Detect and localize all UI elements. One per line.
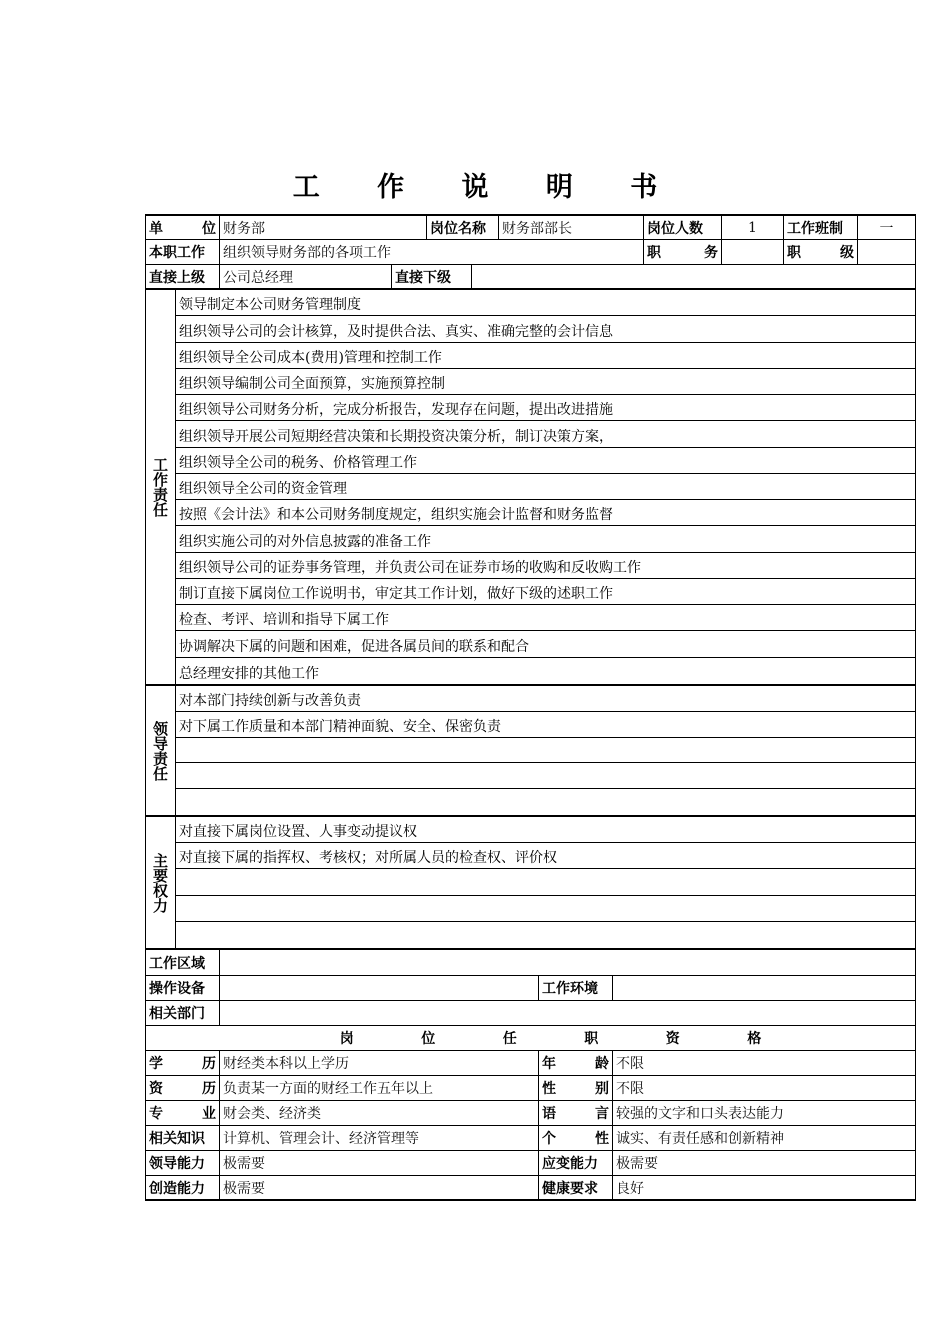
qualification-heading-char: 位	[421, 1031, 436, 1047]
qualification-right-label: 性 别	[539, 1076, 613, 1100]
equipment-row	[145, 976, 916, 1001]
qualification-left-label: 专 业	[146, 1101, 220, 1125]
qualification-left-label: 创造能力	[146, 1176, 220, 1199]
qualification-left-value: 财经类本科以上学历	[220, 1051, 539, 1075]
duty-line: 制订直接下属岗位工作说明书，审定其工作计划，做好下级的述职工作	[176, 579, 915, 605]
qualification-left-value: 负责某一方面的财经工作五年以上	[220, 1076, 539, 1100]
qualification-right-value: 诚实、有责任感和创新精神	[616, 1131, 784, 1147]
qualification-left-label: 领导能力	[146, 1151, 220, 1175]
qualification-right-label: 年 龄	[539, 1051, 613, 1075]
shift-value: 一	[879, 220, 894, 237]
position-label: 职 务	[644, 240, 722, 264]
authority-line: 对直接下属的指挥权、考核权；对所属人员的检查权、评价权	[176, 843, 915, 869]
duty-line: 组织领导公司财务分析，完成分析报告，发现存在问题，提出改进措施	[176, 395, 915, 421]
superior-label: 直接上级	[146, 265, 220, 288]
qualification-row	[145, 1076, 916, 1101]
main-work-value: 组织领导财务部的各项工作	[220, 240, 644, 264]
work-env-value	[613, 976, 915, 1000]
equipment-value	[220, 976, 539, 1000]
authority-line	[176, 869, 915, 895]
unit-value: 财务部	[220, 216, 427, 239]
qualification-row	[145, 1051, 916, 1076]
related-dept-label: 相关部门	[146, 1001, 220, 1025]
subordinate-label: 直接下级	[392, 265, 472, 288]
authority-line	[176, 896, 915, 922]
qualification-right-value: 极需要	[616, 1156, 658, 1172]
grade-value	[858, 240, 915, 264]
job-description-form	[145, 214, 916, 1201]
header-row-3	[145, 265, 916, 290]
qualification-heading-char: 资	[665, 1031, 680, 1047]
page-title: 工 作 说 明 书	[292, 172, 682, 203]
duty-line: 组织领导编制公司全面预算，实施预算控制	[176, 369, 915, 395]
superior-value: 公司总经理	[220, 265, 392, 288]
authority-line: 对直接下属岗位设置、人事变动提议权	[176, 817, 915, 843]
qualification-heading-char: 格	[747, 1031, 762, 1047]
qualification-right-label: 健康要求	[539, 1176, 613, 1199]
qualification-row	[145, 1126, 916, 1151]
qualification-row	[145, 1176, 916, 1201]
leadership-label: 领导责任	[146, 686, 176, 815]
qualification-right-value: 较强的文字和口头表达能力	[616, 1106, 784, 1122]
qualification-left-label: 相关知识	[146, 1126, 220, 1150]
header-row-2	[145, 240, 916, 265]
authority-label: 主要权力	[146, 817, 176, 948]
qualification-heading	[146, 1026, 915, 1050]
work-env-label: 工作环境	[539, 976, 613, 1000]
post-name-value: 财务部部长	[499, 216, 644, 239]
duties-label: 工作责任	[146, 290, 176, 684]
qualification-right-value: 良好	[616, 1180, 644, 1197]
unit-label: 单 位	[146, 216, 220, 239]
authority-list	[176, 817, 915, 948]
duty-line: 领导制定本公司财务管理制度	[176, 290, 915, 316]
position-value	[722, 240, 784, 264]
post-name-label: 岗位名称	[427, 216, 499, 239]
duties-list	[176, 290, 915, 684]
qualification-row	[145, 1101, 916, 1126]
authority-line	[176, 922, 915, 948]
qualification-row	[145, 1151, 916, 1176]
duty-line: 组织领导公司的证券事务管理，并负责公司在证券市场的收购和反收购工作	[176, 553, 915, 579]
qualification-left-label: 资 历	[146, 1076, 220, 1100]
qualification-heading-char: 任	[502, 1031, 517, 1047]
qualification-right-label: 语 言	[539, 1101, 613, 1125]
leadership-line	[176, 763, 915, 789]
leadership-line: 对下属工作质量和本部门精神面貌、安全、保密负责	[176, 712, 915, 738]
qualification-left-value: 计算机、管理会计、经济管理等	[220, 1126, 539, 1150]
subordinate-value	[472, 265, 915, 288]
qualification-left-label: 学 历	[146, 1051, 220, 1075]
shift-label: 工作班制	[784, 216, 858, 239]
qualification-right-label: 应变能力	[539, 1151, 613, 1175]
leadership-line: 对本部门持续创新与改善负责	[176, 686, 915, 712]
duty-line: 检查、考评、培训和指导下属工作	[176, 605, 915, 631]
duty-line: 组织领导开展公司短期经营决策和长期投资决策分析，制订决策方案，	[176, 421, 915, 447]
work-area-value	[220, 950, 915, 975]
leadership-line	[176, 738, 915, 764]
qualification-right-value: 不限	[616, 1081, 644, 1097]
grade-label: 职 级	[784, 240, 858, 264]
duty-line: 组织领导全公司的税务、价格管理工作	[176, 448, 915, 474]
work-area-label: 工作区域	[146, 950, 220, 975]
leadership-line	[176, 789, 915, 815]
duty-line: 按照《会计法》和本公司财务制度规定，组织实施会计监督和财务监督	[176, 500, 915, 526]
equipment-label: 操作设备	[146, 976, 220, 1000]
qualification-left-value: 财会类、经济类	[220, 1101, 539, 1125]
duty-line: 总经理安排的其他工作	[179, 665, 319, 682]
headcount-value: 1	[722, 216, 784, 239]
duty-line: 组织领导全公司成本(费用)管理和控制工作	[176, 343, 915, 369]
qualification-right-label: 个 性	[539, 1126, 613, 1150]
duty-line: 组织领导全公司的资金管理	[176, 474, 915, 500]
duty-line: 协调解决下属的问题和困难，促进各属员间的联系和配合	[176, 631, 915, 657]
qualification-left-value: 极需要	[220, 1176, 539, 1199]
qualification-rows	[145, 1051, 916, 1201]
duty-line: 组织实施公司的对外信息披露的准备工作	[176, 526, 915, 552]
work-area-row	[145, 950, 916, 976]
qualification-left-value: 极需要	[220, 1151, 539, 1175]
duties-section	[145, 290, 916, 686]
qualification-heading-row	[145, 1026, 916, 1051]
leadership-list	[176, 686, 915, 815]
authority-section	[145, 817, 916, 950]
main-work-label: 本职工作	[146, 240, 220, 264]
header-row-1	[145, 214, 916, 240]
duty-line: 组织领导公司的会计核算，及时提供合法、真实、准确完整的会计信息	[176, 316, 915, 342]
related-dept-value	[220, 1001, 915, 1025]
related-dept-row	[145, 1001, 916, 1026]
qualification-right-value: 不限	[616, 1056, 644, 1072]
qualification-heading-char: 职	[584, 1031, 599, 1047]
headcount-label: 岗位人数	[644, 216, 722, 239]
leadership-section	[145, 686, 916, 817]
qualification-heading-char: 岗	[339, 1031, 354, 1047]
